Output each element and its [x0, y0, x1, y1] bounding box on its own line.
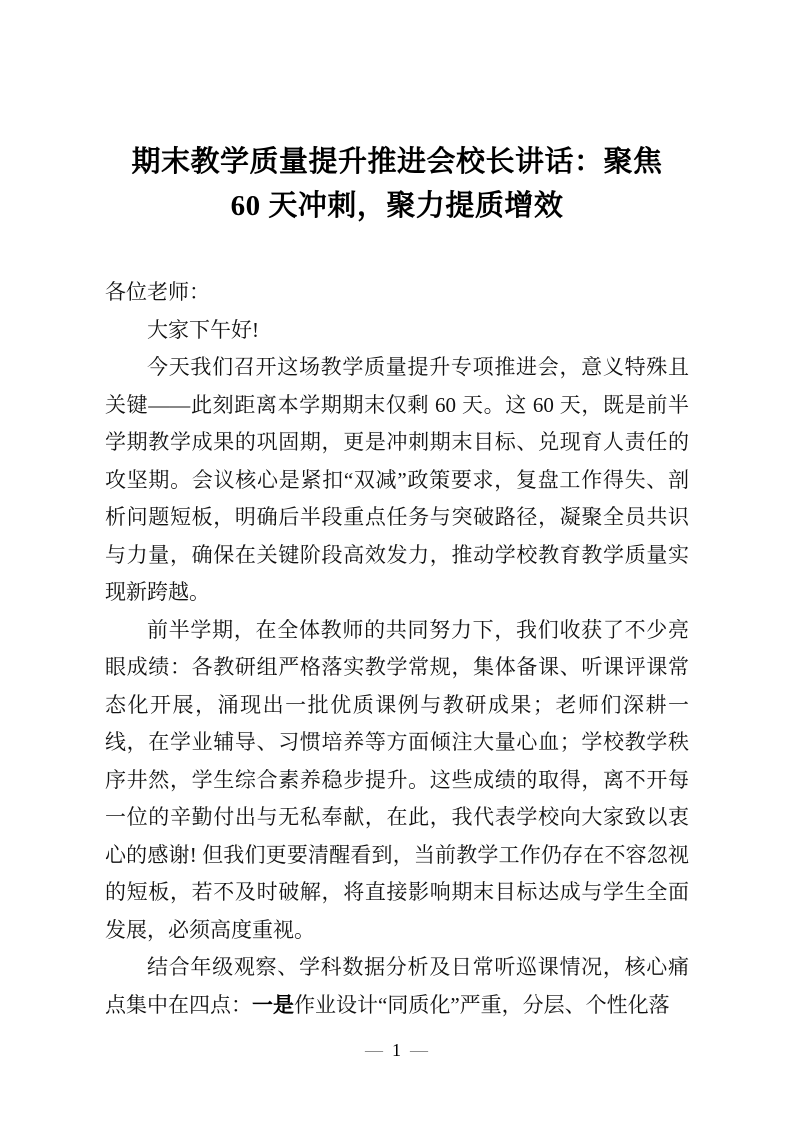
paragraph [105, 949, 689, 1024]
document-content [105, 0, 689, 1024]
page-footer [0, 1038, 793, 1062]
document-title [105, 140, 689, 228]
paragraph [105, 312, 689, 350]
footer-left-dash: — [365, 1040, 383, 1060]
text-run: 结合年级观察、学科数据分析及日常听巡课情况，核心痛点集中在四点： [105, 955, 689, 1017]
text-run: 大家下午好! [147, 317, 259, 342]
footer-right-dash: — [410, 1040, 428, 1060]
bold-emphasis-run: 一是 [252, 992, 294, 1017]
text-run: 前半学期，在全体教师的共同努力下，我们收获了不少亮眼成绩：各教研组严格落实教学常规，集体备课、听课评课常态化开展，涌现出一批优质课例与教研成果；老师们深耕一线，在学业辅导、习惯培养等方面倾注大量心血；学校教学秩序井然，学生综合素养稳步提升。这些成绩的取得，离不开每一位的辛勤付出与无私奉献，在此，我代表学校向大家致以衷心的感谢! 但我们更要清醒看到，当前教学工作仍存在不容忽视的短板，若不及时破解，将直接影响期末目标达成与学生全面发展，必须高度重视。 [105, 617, 689, 942]
paragraph [105, 274, 689, 312]
paragraph [105, 349, 689, 612]
page-number: 1 [392, 1040, 401, 1060]
document-title-line-2: 60 天冲刺，聚力提质增效 [230, 190, 564, 222]
text-run: 今天我们召开这场教学质量提升专项推进会，意义特殊且关键——此刻距离本学期期末仅剩 60 天。这 60 天，既是前半学期教学成果的巩固期，更是冲刺期末目标、兑现育人责任的攻坚期。会议核心是紧扣“双减”政策要求，复盘工作得失、剖析问题短板，明确后半段重点任务与突破路径，凝聚全员共识与力量，确保在关键阶段高效发力，推动学校教育教学质量实现新跨越。 [105, 355, 689, 604]
document-body [105, 274, 689, 1024]
text-run: 作业设计“同质化”严重，分层、个性化落 [294, 992, 670, 1017]
paragraph [105, 612, 689, 950]
document-title-line-1: 期末教学质量提升推进会校长讲话：聚焦 [131, 146, 663, 178]
text-run: 各位老师： [105, 280, 210, 304]
